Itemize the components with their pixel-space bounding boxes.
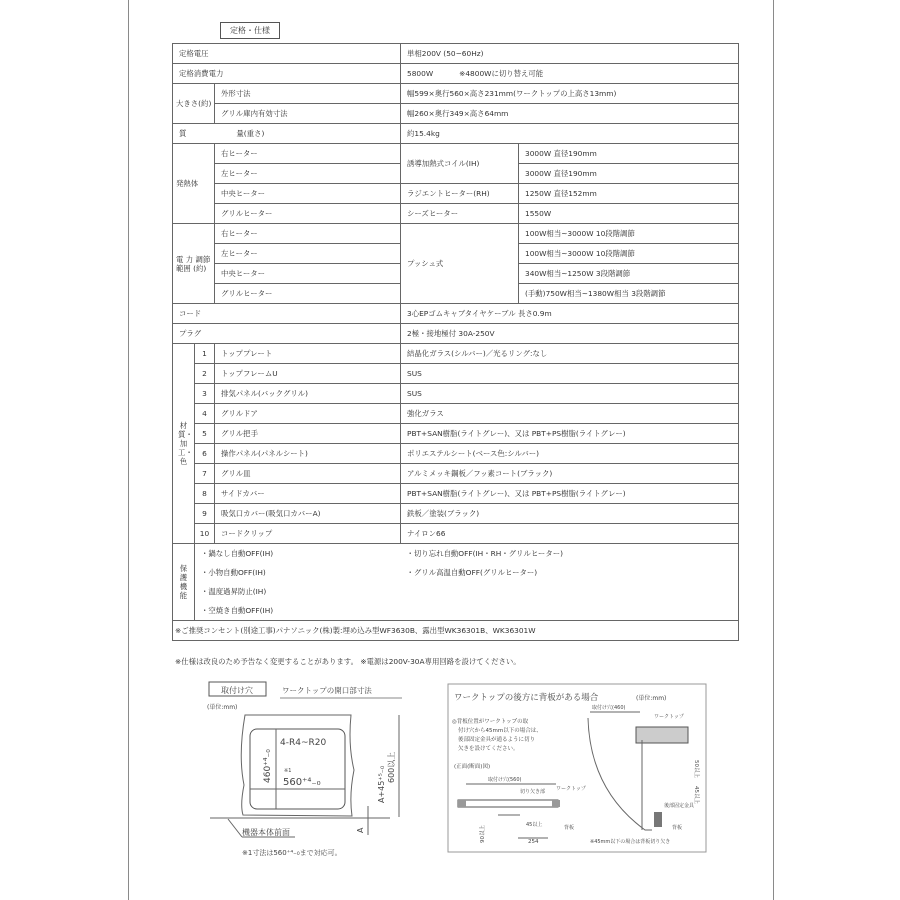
table-row — [173, 621, 739, 641]
materials-group-label: 材質・加工・色 — [173, 344, 195, 544]
min50-label: 50以上 — [693, 760, 699, 778]
material-part: コードクリップ — [215, 524, 401, 544]
spec-table — [172, 43, 739, 641]
corner-radius-label: 4-R4~R20 — [280, 738, 327, 748]
material-no: 10 — [195, 524, 215, 544]
recommended-outlet: ※ご推奨コンセント(別途工事)パナソニック(株)製:埋め込み型WF3630B、露出型WK36301B、WK36301W — [173, 621, 739, 641]
material-no: 6 — [195, 444, 215, 464]
heating-group-label: 発熱体 — [173, 144, 215, 224]
table-row — [173, 324, 739, 344]
material-part: グリル皿 — [215, 464, 401, 484]
note-line: 付け穴から45mm以下の場合は、 — [458, 728, 542, 734]
material-part: 操作パネル(パネルシート) — [215, 444, 401, 464]
table-row — [173, 84, 739, 104]
material-part: 排気パネル(バックグリル) — [215, 384, 401, 404]
table-row — [173, 563, 739, 582]
heater-spec: 3000W 直径190mm — [519, 144, 739, 164]
spec-value: 3心EPゴムキャブタイヤケーブル 長さ0.9m — [401, 304, 739, 324]
power-range: 100W相当~3000W 10段階調節 — [519, 224, 739, 244]
diagram-subtitle: ワークトップの開口部寸法 — [282, 686, 372, 695]
protection-item: ・鍋なし自動OFF(IH) — [195, 544, 401, 564]
height-dimension: 460⁺⁴₋₀ — [263, 749, 273, 783]
rear-bracket-label: 後部固定金具 — [664, 803, 695, 809]
backboard2-label: 背板 — [672, 825, 683, 831]
front-label: 機器本体前面 — [242, 828, 290, 837]
protection-item: ・切り忘れ自動OFF(IH・RH・グリルヒーター) — [401, 544, 739, 564]
material-value: PBT+SAN樹脂(ライトグレー)、又は PBT+PS樹脂(ライトグレー) — [401, 424, 739, 444]
material-part: グリルドア — [215, 404, 401, 424]
heater-name: 右ヒーター — [215, 144, 401, 164]
table-row — [173, 464, 739, 484]
note-line: 後部固定金具が通るように切り — [458, 737, 536, 743]
heater-type: 誘導加熱式コイル(IH) — [401, 144, 519, 184]
material-value: PBT+SAN樹脂(ライトグレー)、又は PBT+PS樹脂(ライトグレー) — [401, 484, 739, 504]
material-part: 吸気口カバー(吸気口カバーA) — [215, 504, 401, 524]
material-value: SUS — [401, 364, 739, 384]
offset-dimension: A+45⁺⁵₋₀ — [377, 765, 386, 803]
protection-group-label: 保護機能 — [173, 544, 195, 621]
table-row — [173, 582, 739, 601]
material-value: ナイロン66 — [401, 524, 739, 544]
power-note: ※4800Wに切り替え可能 — [459, 69, 544, 78]
material-value: ポリエステルシート(ベース色:シルバー) — [401, 444, 739, 464]
table-row — [173, 364, 739, 384]
power-group-label: 電 力 調節範囲 (約) — [173, 224, 215, 304]
heater-type: シーズヒーター — [401, 204, 519, 224]
hole-560-label: 取付け穴(560) — [488, 777, 522, 783]
material-no: 5 — [195, 424, 215, 444]
material-no: 8 — [195, 484, 215, 504]
worktop-section — [458, 800, 558, 807]
table-row — [173, 424, 739, 444]
worktop-block — [636, 727, 688, 743]
min45-label: 45以上 — [526, 822, 543, 828]
a-dimension: A — [356, 827, 365, 833]
heater-spec: 1550W — [519, 204, 739, 224]
diagram-note: ※1寸法は560⁺⁴₋₀まで対応可。 — [242, 849, 342, 857]
protection-item: ・空焼き自動OFF(IH) — [195, 601, 739, 621]
table-row — [173, 224, 739, 244]
mass-label-b: 量(重さ) — [236, 129, 265, 138]
table-row — [173, 44, 739, 64]
heater-name: 左ヒーター — [215, 164, 401, 184]
power-heater-name: 右ヒーター — [215, 224, 401, 244]
table-row — [173, 184, 739, 204]
heater-spec: 1250W 直径152mm — [519, 184, 739, 204]
protection-item: ・小物自動OFF(IH) — [201, 568, 266, 577]
mass-label-a: 質 — [179, 129, 187, 138]
material-part: トッププレート — [215, 344, 401, 364]
notch-label: 切り欠き部 — [520, 789, 546, 795]
worktop-label: ワークトップ — [556, 786, 586, 792]
worktop2-label: ワークトップ — [654, 714, 684, 720]
material-value: アルミメッキ鋼板／フッ素コート(ブラック) — [401, 464, 739, 484]
table-row — [173, 484, 739, 504]
material-no: 7 — [195, 464, 215, 484]
backboard-block — [654, 812, 662, 827]
bottom-note: ※45mm以下の場合は背板切り欠き — [590, 839, 671, 845]
note-line: 欠きを設けてください。 — [458, 746, 519, 752]
table-row — [173, 104, 739, 124]
material-value: 結晶化ガラス(シルバー)／光るリング:なし — [401, 344, 739, 364]
material-no: 9 — [195, 504, 215, 524]
spec-label: コード — [173, 304, 401, 324]
depth-dimension: 600以上 — [387, 751, 396, 783]
hole-460-label: 取付け穴(460) — [592, 705, 626, 711]
spec-label: 外形寸法 — [215, 84, 401, 104]
diagram-title: 取付け穴 — [221, 686, 253, 695]
front-view-label: (正面(断面)図) — [454, 764, 491, 770]
table-row — [173, 544, 739, 564]
table-row — [173, 64, 739, 84]
worktop-end-left — [458, 800, 466, 807]
material-no: 1 — [195, 344, 215, 364]
min90-label: 90以上 — [480, 825, 486, 843]
table-row — [173, 404, 739, 424]
worktop-outline — [241, 715, 354, 816]
material-value: SUS — [401, 384, 739, 404]
leader-line — [228, 819, 242, 837]
worktop-end-right — [552, 800, 560, 807]
power-heater-name: 左ヒーター — [215, 244, 401, 264]
material-no: 4 — [195, 404, 215, 424]
material-part: サイドカバー — [215, 484, 401, 504]
diagram-unit: (単位:mm) — [636, 695, 667, 702]
protection-item: ・温度過昇防止(IH) — [195, 582, 739, 601]
spec-value: 幅599×奥行560×高さ231mm(ワークトップの上高さ13mm) — [401, 84, 739, 104]
table-row — [173, 504, 739, 524]
w254-label: 254 — [528, 839, 539, 845]
spec-value — [401, 64, 739, 84]
cutout-diagram — [170, 675, 440, 865]
material-no: 2 — [195, 364, 215, 384]
power-range: 100W相当~3000W 10段階調節 — [519, 244, 739, 264]
spec-label — [173, 124, 401, 144]
heater-spec: 3000W 直径190mm — [519, 164, 739, 184]
backboard-diagram — [440, 680, 740, 860]
power-heater-name: グリルヒーター — [215, 284, 401, 304]
material-value: 鉄板／塗装(ブラック) — [401, 504, 739, 524]
spec-label: プラグ — [173, 324, 401, 344]
spec-value: 2極・接地極付 30A-250V — [401, 324, 739, 344]
power-method: プッシュ式 — [401, 224, 519, 304]
table-row — [173, 384, 739, 404]
spec-value: 幅260×奥行349×高さ64mm — [401, 104, 739, 124]
power-value: 5800W — [407, 69, 434, 78]
protection-item: ・グリル高温自動OFF(グリルヒーター) — [401, 563, 739, 582]
material-part: トップフレームU — [215, 364, 401, 384]
page-border-left — [128, 0, 129, 900]
heater-name: グリルヒーター — [215, 204, 401, 224]
table-row — [173, 344, 739, 364]
table-row — [173, 444, 739, 464]
power-range: (手動)750W相当~1380W相当 3段階調節 — [519, 284, 739, 304]
table-row — [173, 304, 739, 324]
table-row — [173, 524, 739, 544]
width-dimension: 560⁺⁴₋₀ — [283, 777, 321, 788]
section-title: 定格・仕様 — [220, 22, 280, 39]
size-group-label: 大きさ(約) — [173, 84, 215, 124]
backboard-label: 背板 — [564, 825, 575, 831]
power-heater-name: 中央ヒーター — [215, 264, 401, 284]
page-border-right — [773, 0, 774, 900]
spec-label: 定格消費電力 — [173, 64, 401, 84]
material-no: 3 — [195, 384, 215, 404]
spec-label: 定格電圧 — [173, 44, 401, 64]
footnote: ※仕様は改良のため予告なく変更することがあります。 ※電源は200V-30A専用回路を設けてください。 — [175, 657, 521, 666]
table-row — [173, 601, 739, 621]
material-part: グリル把手 — [215, 424, 401, 444]
heater-type: ラジエントヒーター(RH) — [401, 184, 519, 204]
min45b-label: 45以上 — [693, 786, 699, 804]
power-range: 340W相当~1250W 3段階調節 — [519, 264, 739, 284]
table-row — [173, 144, 739, 164]
table-row — [173, 204, 739, 224]
note-line: ◎背板位置がワークトップの取 — [452, 719, 529, 725]
spec-label: グリル庫内有効寸法 — [215, 104, 401, 124]
spec-value: 単相200V (50−60Hz) — [401, 44, 739, 64]
heater-name: 中央ヒーター — [215, 184, 401, 204]
spec-value: 約15.4kg — [401, 124, 739, 144]
table-row — [173, 124, 739, 144]
material-value: 強化ガラス — [401, 404, 739, 424]
diagram-title: ワークトップの後方に背板がある場合 — [454, 693, 599, 703]
diagram-unit: (単位:mm) — [207, 704, 238, 711]
note-mark: ※1 — [284, 768, 292, 774]
